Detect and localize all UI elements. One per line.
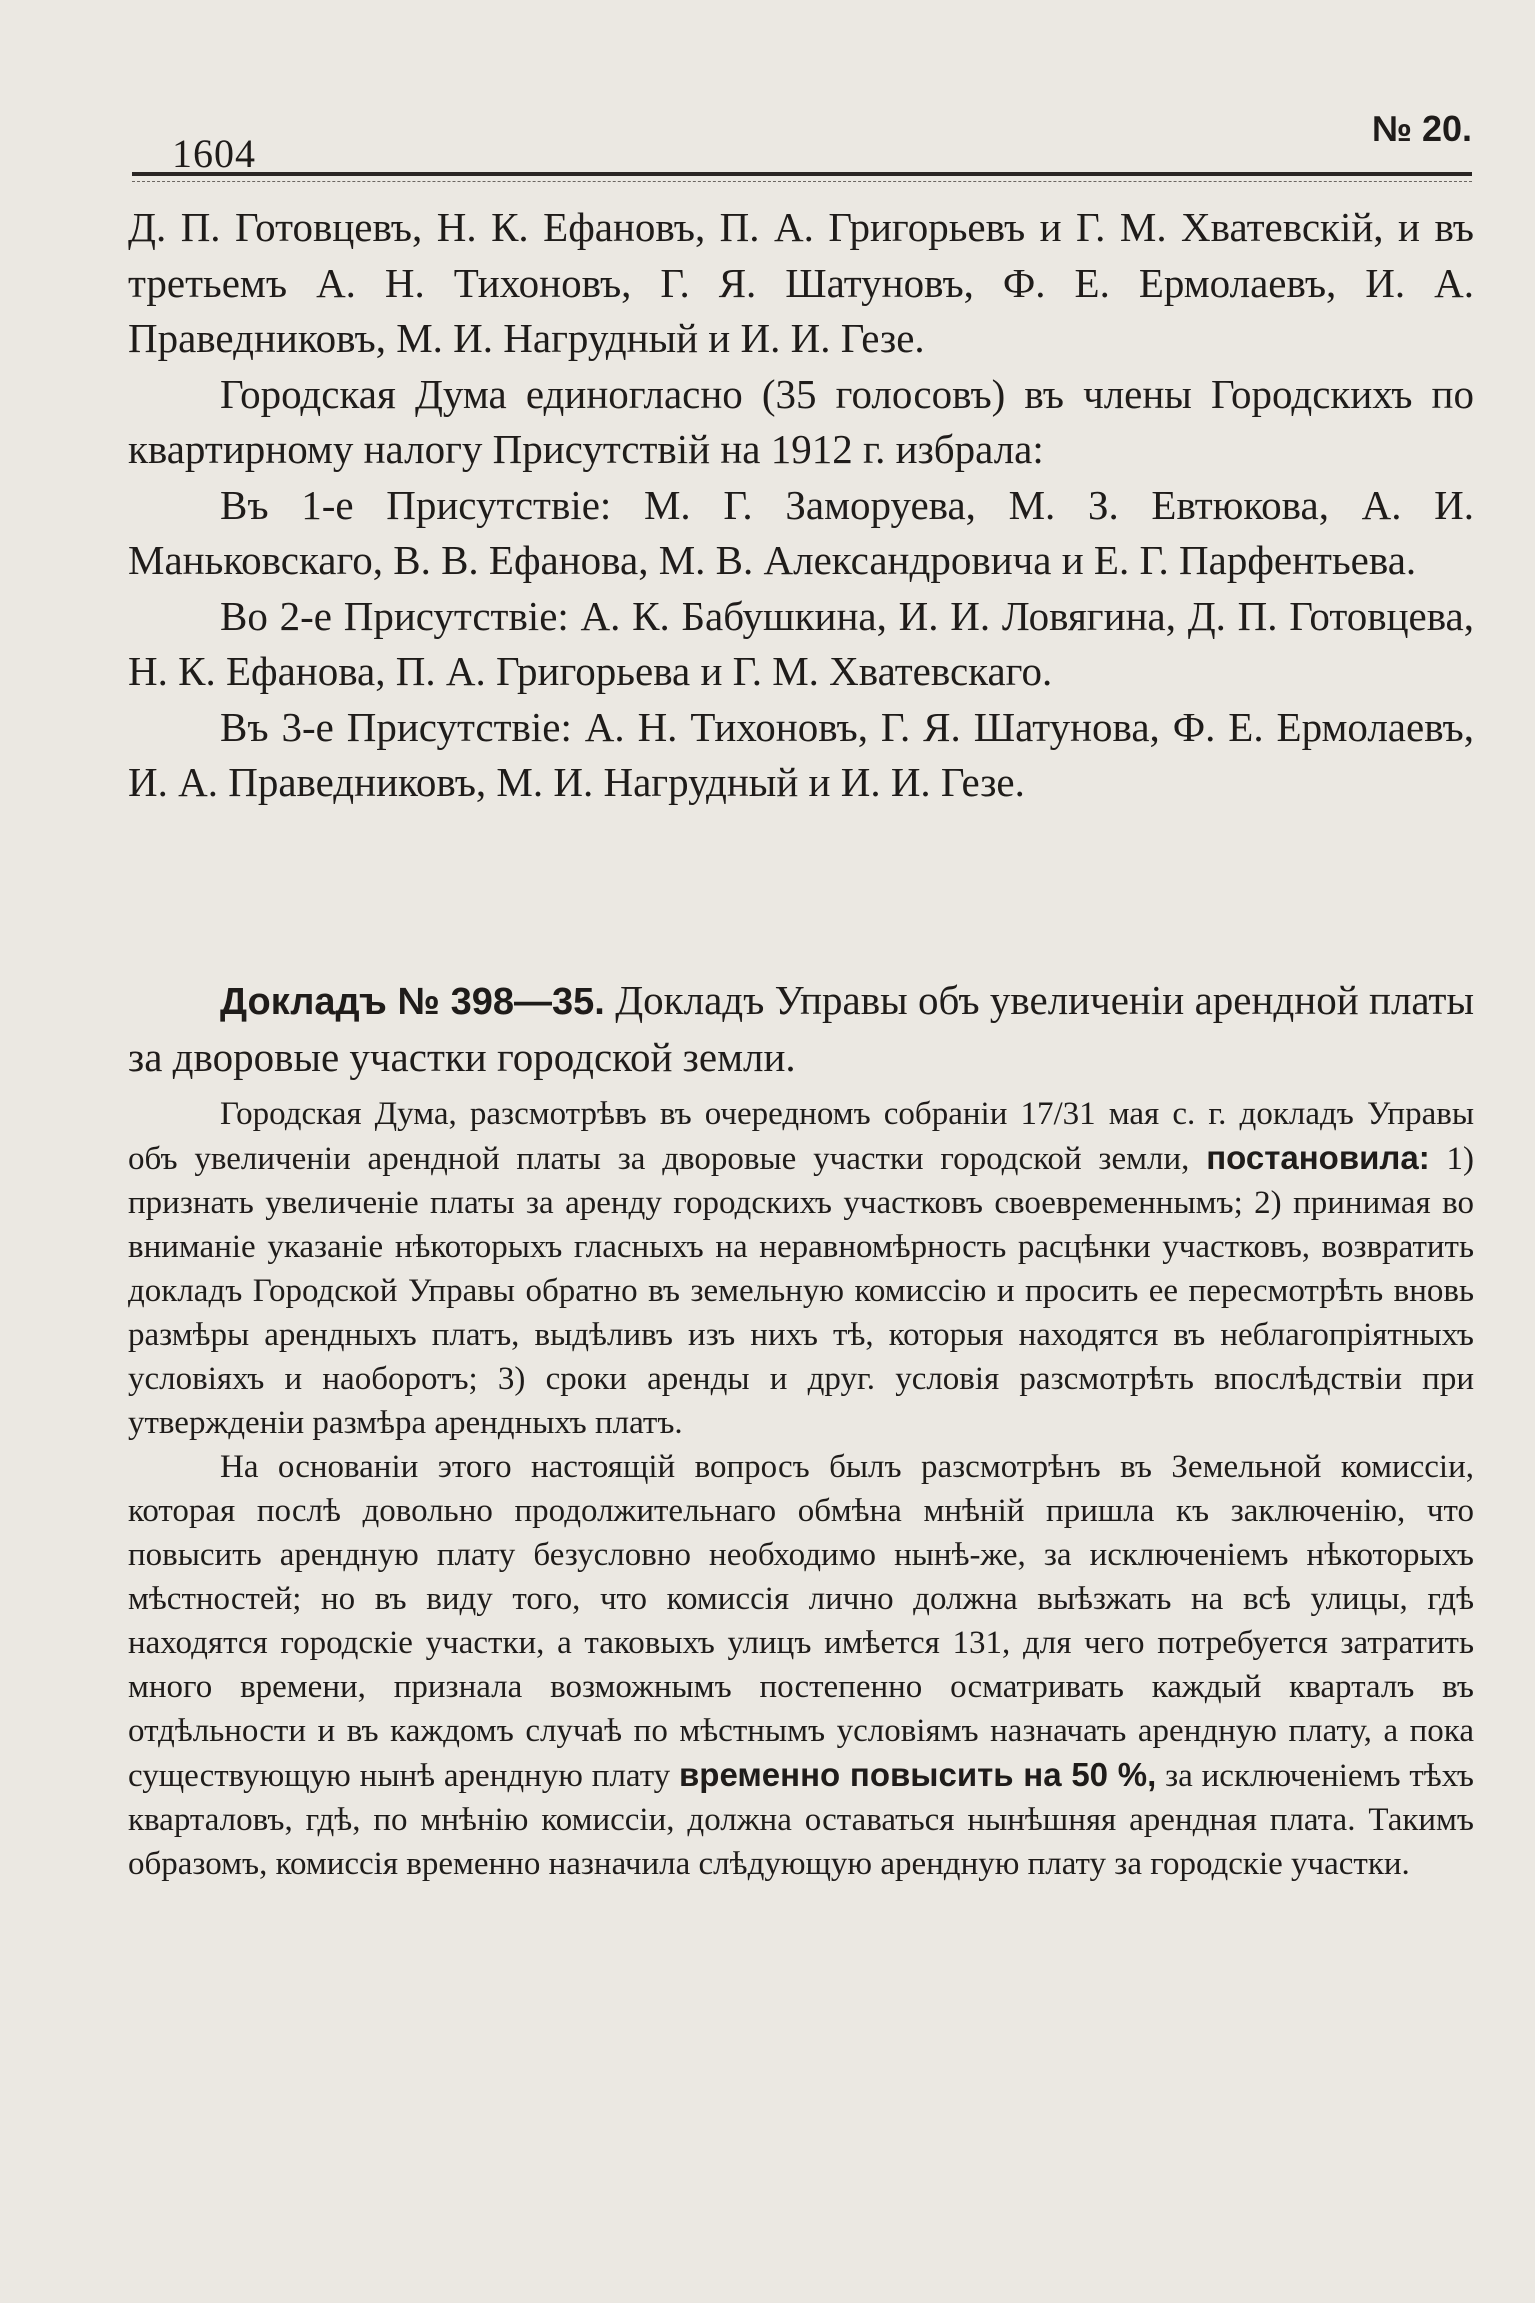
- third-office-paragraph: Въ 3-е Присутствіе: А. Н. Тихоновъ, Г. Я. Шатунова, Ф. Е. Ермолаевъ, И. А. Праведниковъ, М. И. Нагрудный и И. И. Гезе.: [128, 703, 1474, 805]
- commission-text-after: за исключеніемъ тѣхъ кварталовъ, гдѣ, по мнѣнію комиссіи, должна оставаться нынѣшняя арендная плата. Такимъ образомъ, комиссія временно назначила слѣдующую арендную плату за городскіе участки.: [128, 1758, 1474, 1882]
- commission-paragraph: [128, 1445, 1474, 1886]
- second-office-paragraph: Во 2-е Присутствіе: А. К. Бабушкина, И. И. Ловягина, Д. П. Готовцева, Н. К. Ефанова, П. А. Григорьева и Г. М. Хватевскаго.: [128, 592, 1474, 694]
- resolution-paragraph: [128, 1092, 1474, 1445]
- report-title: Докладъ Управы объ увеличеніи арендной платы за дворовые участки городской земли.: [128, 977, 1475, 1080]
- issue-number: № 20.: [1371, 108, 1472, 149]
- commission-emphasis: временно повысить на 50 %,: [679, 1756, 1157, 1793]
- report-heading: [128, 973, 1474, 1085]
- report-body: [128, 1092, 1474, 1886]
- resolution-text-before: Городская Дума, разсмотрѣвъ въ очередномъ собраніи 17/31 мая с. г. докладъ Управы объ увеличеніи арендной платы за дворовые участки городской земли,: [128, 1096, 1474, 1177]
- resolution-text-after: 1) признать увеличеніе платы за аренду городскихъ участковъ своевременнымъ; 2) принимая во вниманіе указаніе нѣкоторыхъ гласныхъ на неравномѣрность расцѣнки участковъ, возвратить докладъ Городской Управы обратно въ земельную комиссію и просить ее пересмотрѣть вновь размѣры арендныхъ платъ, выдѣливъ изъ нихъ тѣ, которыя находятся въ неблагопріятныхъ условіяхъ и наоборотъ; 3) сроки аренды и друг. условія разсмотрѣть впослѣдствіи при утвержденіи размѣра арендныхъ платъ.: [128, 1141, 1475, 1441]
- page-number: 1604: [172, 131, 256, 176]
- members-continuation-paragraph: Д. П. Готовцевъ, Н. К. Ефановъ, П. А. Григорьевъ и Г. М. Хватевскій, и въ третьемъ А. Н. Тихоновъ, Г. Я. Шатуновъ, Ф. Е. Ермолаевъ, И. А. Праведниковъ, М. И. Нагрудный и И. И. Гезе.: [128, 204, 1474, 361]
- header-rule: [132, 172, 1472, 186]
- commission-text-before: На основаніи этого настоящій вопросъ былъ разсмотрѣнъ въ Земельной комиссіи, которая послѣ довольно продолжительнаго обмѣна мнѣній пришла къ заключенію, что повысить арендную плату безусловно необходимо нынѣ-же, за исключеніемъ нѣкоторыхъ мѣстностей; но въ виду того, что комиссія лично должна выѣзжать на всѣ улицы, гдѣ находятся городскіе участки, а таковыхъ улицъ имѣется 131, для чего потребуется затратить много времени, признала возможнымъ постепенно осматривать каждый кварталъ въ отдѣльности и въ каждомъ случаѣ по мѣстнымъ условіямъ назначать арендную плату, а пока существующую нынѣ арендную плату: [128, 1449, 1474, 1794]
- running-head: [172, 108, 1472, 178]
- report-number: Докладъ № 398—35.: [220, 981, 605, 1023]
- resolution-emphasis: постановила:: [1206, 1139, 1430, 1176]
- first-office-paragraph: Въ 1-е Присутствіе: М. Г. Заморуева, М. З. Евтюкова, А. И. Маньковскаго, В. В. Ефанова, М. В. Александровича и Е. Г. Парфентьева.: [128, 481, 1474, 583]
- members-section: [128, 200, 1474, 811]
- duma-election-paragraph: Городская Дума единогласно (35 голосовъ) въ члены Городскихъ по квартирному налогу Присутствій на 1912 г. избрала:: [128, 370, 1474, 472]
